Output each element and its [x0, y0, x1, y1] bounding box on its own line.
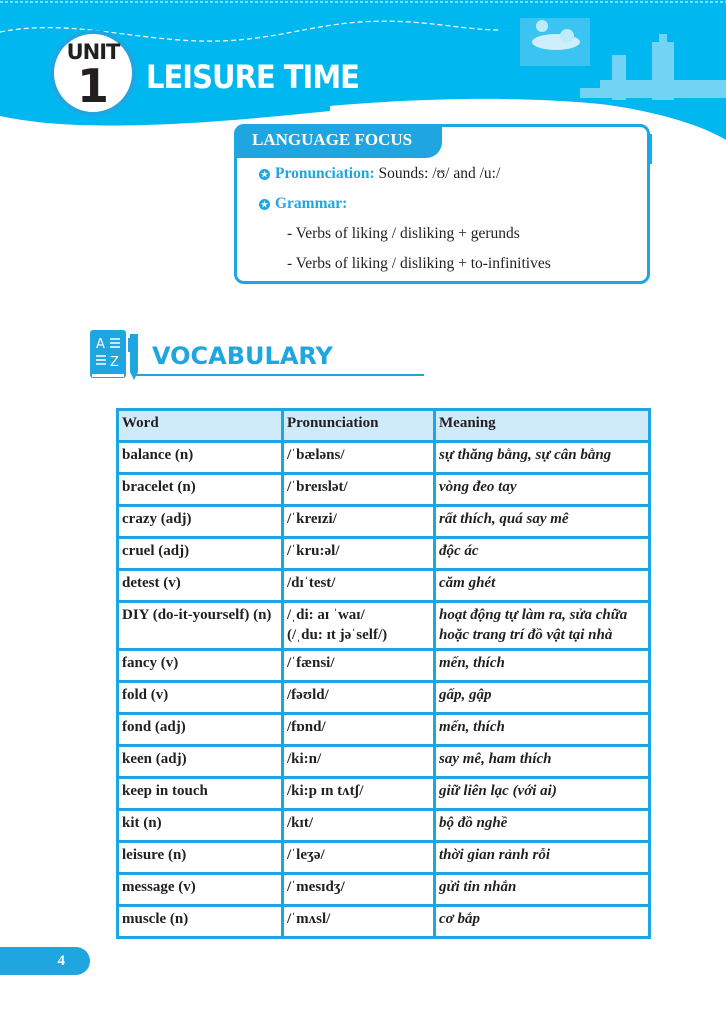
pronunciation-cell-text: /ki:p ɪn tʌtʃ/: [287, 783, 364, 799]
meaning-cell: [435, 682, 650, 714]
meaning-cell: [435, 474, 650, 506]
meaning-cell: [435, 602, 650, 650]
pronunciation-cell-text: /ˈmʌsl/: [287, 911, 331, 927]
pronunciation-cell: [283, 602, 435, 650]
pronunciation-cell-text: /dɪˈtest/: [287, 575, 336, 591]
grammar-item: - Verbs of liking / disliking + to-infinitives: [287, 255, 551, 272]
meaning-cell-text: thời gian rảnh rỗi: [439, 847, 551, 863]
table-row: [118, 442, 650, 474]
pronunciation-cell-text: /fəʊld/: [287, 687, 329, 703]
vocabulary-heading: VOCABULARY: [152, 342, 333, 370]
word-cell-text: balance (n): [122, 447, 194, 463]
unit-label: UNIT: [66, 40, 120, 64]
meaning-cell-text: sự thăng bằng, sự cân bằng: [439, 447, 612, 463]
pronunciation-cell-text: /ˈkreɪzi/: [287, 511, 337, 527]
pronunciation-cell: [283, 570, 435, 602]
meaning-cell: [435, 570, 650, 602]
meaning-cell: [435, 874, 650, 906]
word-cell: [118, 538, 283, 570]
spaceship-decoration: [520, 18, 590, 66]
meaning-cell-text: gấp, gập: [439, 687, 492, 703]
page-number: 4: [0, 947, 90, 975]
meaning-cell: [435, 714, 650, 746]
word-cell: [118, 602, 283, 650]
word-cell-text: cruel (adj): [122, 543, 190, 559]
word-cell: [118, 810, 283, 842]
word-cell: [118, 874, 283, 906]
meaning-cell-text: rất thích, quá say mê: [439, 511, 569, 527]
word-cell: [118, 442, 283, 474]
word-cell-text: message (v): [122, 879, 196, 895]
meaning-cell-text: bộ đồ nghề: [439, 815, 508, 831]
meaning-cell-text: mến, thích: [439, 719, 505, 735]
table-row: [118, 874, 650, 906]
table-row: [118, 650, 650, 682]
word-cell: [118, 506, 283, 538]
pronunciation-label: Pronunciation:: [275, 165, 375, 182]
meaning-cell-text: mến, thích: [439, 655, 505, 671]
table-row: [118, 810, 650, 842]
unit-number: 1: [76, 59, 109, 113]
word-cell: [118, 906, 283, 938]
pronunciation-cell: [283, 874, 435, 906]
meaning-cell-text: giữ liên lạc (với ai): [439, 783, 557, 799]
word-cell-text: DIY (do-it-yourself) (n): [122, 607, 272, 623]
word-cell: [118, 842, 283, 874]
word-cell: [118, 714, 283, 746]
pronunciation-cell-text: (/ˌdu: ɪt jəˈself/): [287, 627, 388, 643]
star-bullet-icon: ★: [260, 200, 269, 209]
column-header-word: Word: [118, 410, 283, 442]
pronunciation-cell-text: /fɒnd/: [287, 719, 326, 735]
pronunciation-cell-text: /ˈmesɪdʒ/: [287, 879, 345, 895]
pronunciation-cell: [283, 442, 435, 474]
grammar-item: - Verbs of liking / disliking + gerunds: [287, 225, 520, 242]
meaning-cell-text: cơ bắp: [439, 911, 480, 927]
pronunciation-cell-text: /ˈfænsi/: [287, 655, 335, 671]
table-row: [118, 538, 650, 570]
column-header-pronunciation: Pronunciation: [283, 410, 435, 442]
unit-title: LEISURE TIME: [146, 58, 359, 96]
table-row: [118, 474, 650, 506]
word-cell-text: leisure (n): [122, 847, 187, 863]
column-header-meaning: Meaning: [435, 410, 650, 442]
word-cell-text: keen (adj): [122, 751, 187, 767]
meaning-cell: [435, 906, 650, 938]
word-cell-text: fold (v): [122, 687, 169, 703]
meaning-cell-text: hoặc trang trí đồ vật tại nhà: [439, 627, 613, 643]
meaning-cell-text: độc ác: [439, 543, 479, 559]
word-cell-text: muscle (n): [122, 911, 189, 927]
pronunciation-cell: [283, 842, 435, 874]
word-cell: [118, 570, 283, 602]
meaning-cell-text: căm ghét: [439, 575, 496, 591]
pronunciation-cell-text: /ˈkru:əl/: [287, 543, 340, 559]
pronunciation-cell-text: /ˈleʒə/: [287, 847, 325, 863]
table-row: [118, 842, 650, 874]
pronunciation-cell-text: /ˈbæləns/: [287, 447, 345, 463]
meaning-cell-text: say mê, ham thích: [439, 751, 552, 767]
word-cell: [118, 778, 283, 810]
meaning-cell: [435, 442, 650, 474]
pronunciation-text: Sounds: /ʊ/ and /u:/: [378, 165, 501, 182]
word-cell-text: fond (adj): [122, 719, 186, 735]
pronunciation-cell: [283, 714, 435, 746]
svg-text:Z: Z: [110, 355, 119, 370]
pronunciation-cell: [283, 778, 435, 810]
pronunciation-cell: [283, 506, 435, 538]
pronunciation-cell: [283, 810, 435, 842]
pronunciation-cell: [283, 682, 435, 714]
meaning-cell: [435, 778, 650, 810]
pronunciation-cell: [283, 538, 435, 570]
table-row: [118, 714, 650, 746]
table-row: [118, 602, 650, 650]
table-row: [118, 778, 650, 810]
pronunciation-line: [259, 165, 500, 183]
table-row: [118, 906, 650, 938]
word-cell: [118, 474, 283, 506]
grammar-line: [259, 195, 347, 213]
word-cell: [118, 682, 283, 714]
word-cell-text: fancy (v): [122, 655, 179, 671]
pronunciation-cell-text: /kɪt/: [287, 815, 313, 831]
meaning-cell: [435, 746, 650, 778]
word-cell-text: bracelet (n): [122, 479, 196, 495]
word-cell-text: crazy (adj): [122, 511, 192, 527]
pronunciation-cell-text: /ˈbreɪslət/: [287, 479, 348, 495]
meaning-cell: [435, 650, 650, 682]
word-cell-text: detest (v): [122, 575, 181, 591]
unit-badge: [50, 30, 136, 116]
svg-text:A: A: [96, 337, 105, 352]
table-header-row: [118, 410, 650, 442]
grammar-label: Grammar:: [275, 195, 348, 212]
language-focus-title: LANGUAGE FOCUS: [234, 124, 442, 158]
pronunciation-cell-text: /ki:n/: [287, 751, 322, 767]
table-row: [118, 746, 650, 778]
pronunciation-cell-text: /ˌdi: aɪ ˈwaɪ/: [287, 607, 365, 623]
meaning-cell-text: vòng đeo tay: [439, 479, 517, 495]
table-row: [118, 682, 650, 714]
pronunciation-cell: [283, 474, 435, 506]
meaning-cell-text: gửi tin nhắn: [439, 879, 517, 895]
table-row: [118, 570, 650, 602]
meaning-cell: [435, 538, 650, 570]
vocabulary-underline: [132, 374, 424, 376]
language-focus-box: [234, 124, 650, 284]
meaning-cell: [435, 506, 650, 538]
meaning-cell: [435, 842, 650, 874]
pronunciation-cell: [283, 746, 435, 778]
pronunciation-cell: [283, 650, 435, 682]
word-cell-text: keep in touch: [122, 783, 208, 799]
meaning-cell: [435, 810, 650, 842]
word-cell: [118, 746, 283, 778]
star-bullet-icon: ★: [260, 170, 269, 179]
table-row: [118, 506, 650, 538]
word-cell-text: kit (n): [122, 815, 162, 831]
pronunciation-cell: [283, 906, 435, 938]
vocabulary-table: [116, 408, 651, 939]
word-cell: [118, 650, 283, 682]
meaning-cell-text: hoạt động tự làm ra, sửa chữa: [439, 607, 628, 623]
